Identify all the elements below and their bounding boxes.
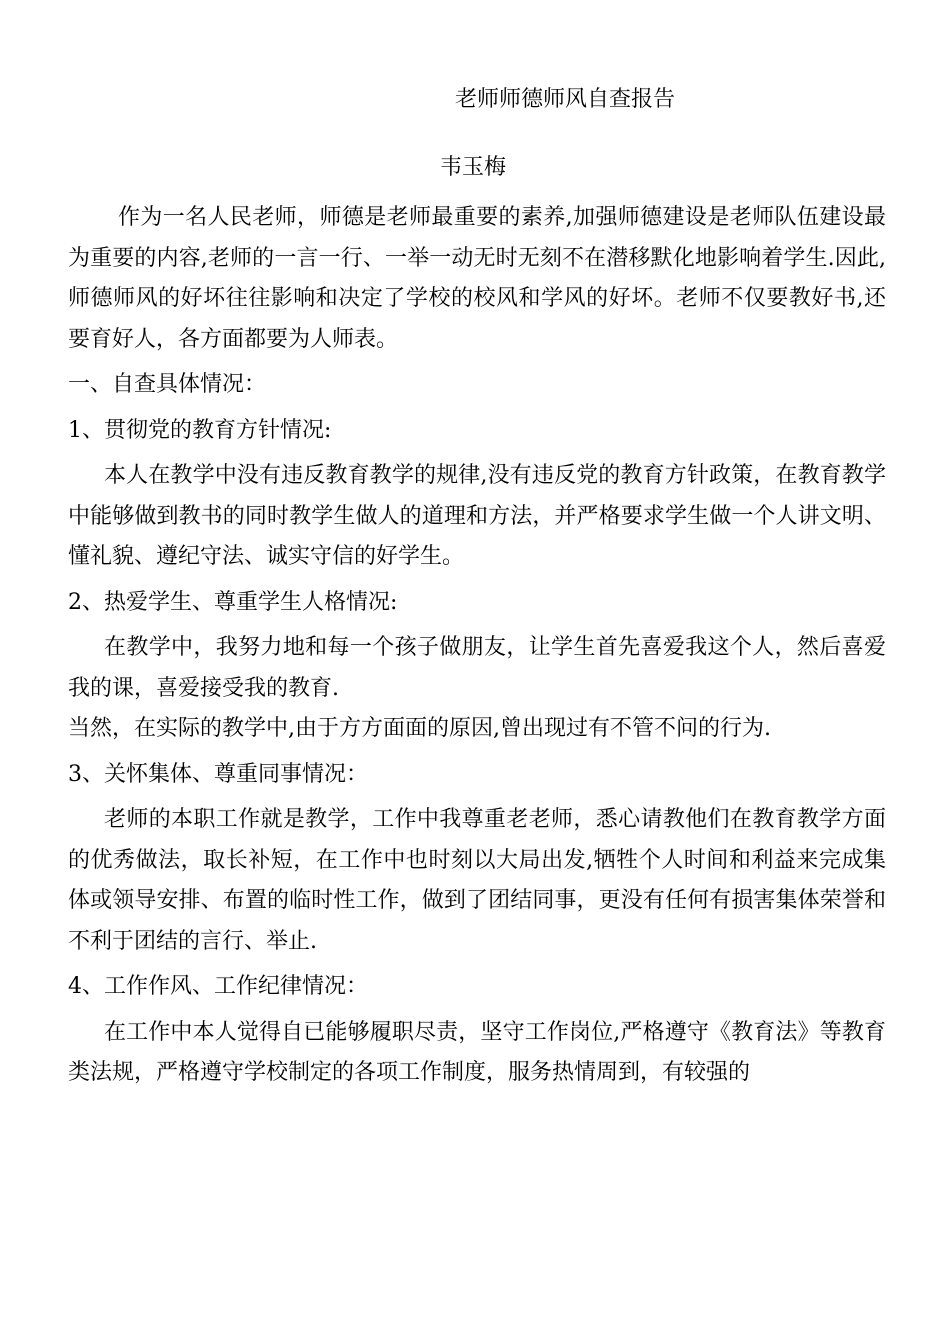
document-title: 老师师德师风自查报告: [455, 87, 676, 112]
item-paragraph-2b: 当然，在实际的教学中,由于方方面面的原因,曾出现过有不管不问的行为.: [68, 716, 771, 741]
item-paragraph-3: 老师的本职工作就是教学，工作中我尊重老老师，悉心请教他们在教育教学方面的优秀做法，取长补短，在工作中也时刻以大局出发,牺牲个人时间和利益来完成集体或领导安排、布置的临时性工作，做到了团结同事，更没有任何有损害集体荣誉和不利于团结的言行、举止.: [68, 807, 886, 954]
item-heading-2: 2、热爱学生、尊重学生人格情况:: [68, 589, 398, 615]
intro-paragraph: 作为一名人民老师，师德是老师最重要的素养,加强师德建设是老师队伍建设最为重要的内容,老师的一言一行、一举一动无时无刻不在潜移默化地影响着学生.因此,师德师风的好坏往往影响和决定了学校的校风和学风的好坏。老师不仅要教好书,还要育好人，各方面都要为人师表。: [68, 205, 886, 352]
item-paragraph-4: 在工作中本人觉得自已能够履职尽责，坚守工作岗位,严格遵守《教育法》等教育类法规，严格遵守学校制定的各项工作制度，服务热情周到，有较强的: [68, 1019, 886, 1085]
document-body: [68, 198, 886, 1094]
item-paragraph-2: 在教学中，我努力地和每一个孩子做朋友，让学生首先喜爱我这个人，然后喜爱我的课，喜爱接受我的教育.: [68, 635, 886, 701]
item-heading-1: 1、贯彻党的教育方针情况:: [68, 417, 332, 443]
item-paragraph-1: 本人在教学中没有违反教育教学的规律,没有违反党的教育方针政策，在教育教学中能够做到教书的同时教学生做人的道理和方法，并严格要求学生做一个人讲文明、懂礼貌、遵纪守法、诚实守信的好学生。: [68, 463, 886, 569]
section-heading: 一、自查具体情况：: [68, 372, 267, 397]
item-heading-4: 4、工作作风、工作纪律情况：: [68, 974, 368, 999]
author-name: 韦玉梅: [440, 155, 507, 180]
item-heading-3: 3、关怀集体、尊重同事情况：: [68, 761, 368, 787]
